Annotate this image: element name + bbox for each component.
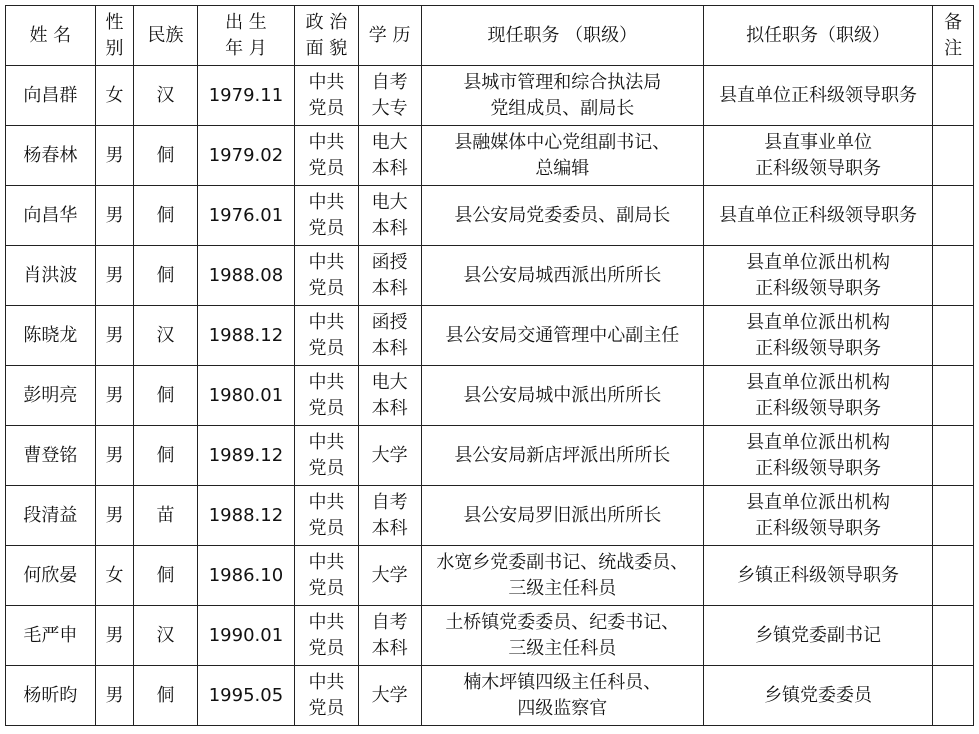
cell-current-position: 县公安局交通管理中心副主任 (421, 306, 703, 366)
cell-birth: 1988.12 (197, 486, 295, 546)
cell-remarks (933, 426, 974, 486)
cell-birth: 1989.12 (197, 426, 295, 486)
cell-education: 自考 本科 (358, 486, 421, 546)
cell-ethnicity: 侗 (134, 666, 197, 726)
cell-ethnicity: 侗 (134, 426, 197, 486)
table-row (6, 666, 974, 726)
cell-current-position: 楠木坪镇四级主任科员、 四级监察官 (421, 666, 703, 726)
table-row (6, 546, 974, 606)
table-row (6, 606, 974, 666)
cell-name: 杨春林 (6, 126, 96, 186)
cell-ethnicity: 苗 (134, 486, 197, 546)
cell-name: 向昌群 (6, 66, 96, 126)
cell-gender: 女 (95, 546, 134, 606)
cell-name: 杨昕昀 (6, 666, 96, 726)
cell-political: 中共 党员 (295, 486, 358, 546)
cell-name: 段清益 (6, 486, 96, 546)
cell-current-position: 县公安局城西派出所所长 (421, 246, 703, 306)
cell-gender: 女 (95, 66, 134, 126)
cell-political: 中共 党员 (295, 66, 358, 126)
cell-birth: 1988.08 (197, 246, 295, 306)
cell-current-position: 县公安局罗旧派出所所长 (421, 486, 703, 546)
cell-education: 电大 本科 (358, 366, 421, 426)
cell-name: 肖洪波 (6, 246, 96, 306)
cell-education: 大学 (358, 426, 421, 486)
cell-remarks (933, 366, 974, 426)
cell-remarks (933, 486, 974, 546)
table-row (6, 366, 974, 426)
header-current-position: 现任职务 （职级） (421, 6, 703, 66)
cell-birth: 1979.11 (197, 66, 295, 126)
cell-education: 电大 本科 (358, 126, 421, 186)
cell-current-position: 水宽乡党委副书记、统战委员、 三级主任科员 (421, 546, 703, 606)
cell-education: 大学 (358, 546, 421, 606)
cell-gender: 男 (95, 186, 134, 246)
cell-ethnicity: 侗 (134, 546, 197, 606)
cell-birth: 1988.12 (197, 306, 295, 366)
cell-proposed-position: 县直单位派出机构 正科级领导职务 (703, 486, 932, 546)
cell-name: 何欣晏 (6, 546, 96, 606)
header-name: 姓 名 (6, 6, 96, 66)
cell-current-position: 土桥镇党委委员、纪委书记、 三级主任科员 (421, 606, 703, 666)
cell-ethnicity: 汉 (134, 306, 197, 366)
cell-political: 中共 党员 (295, 306, 358, 366)
header-gender: 性 别 (95, 6, 134, 66)
cell-birth: 1990.01 (197, 606, 295, 666)
table-row (6, 66, 974, 126)
cell-birth: 1995.05 (197, 666, 295, 726)
header-remarks: 备 注 (933, 6, 974, 66)
cell-education: 自考 本科 (358, 606, 421, 666)
table-row (6, 246, 974, 306)
cell-ethnicity: 侗 (134, 186, 197, 246)
cell-political: 中共 党员 (295, 606, 358, 666)
cell-proposed-position: 乡镇党委副书记 (703, 606, 932, 666)
cell-remarks (933, 186, 974, 246)
cell-remarks (933, 546, 974, 606)
cell-remarks (933, 666, 974, 726)
cell-name: 毛严申 (6, 606, 96, 666)
cell-gender: 男 (95, 306, 134, 366)
cadre-roster-table (5, 5, 974, 726)
cell-proposed-position: 县直单位派出机构 正科级领导职务 (703, 306, 932, 366)
table-row (6, 486, 974, 546)
header-row (6, 6, 974, 66)
cell-gender: 男 (95, 366, 134, 426)
cell-current-position: 县城市管理和综合执法局 党组成员、副局长 (421, 66, 703, 126)
cell-birth: 1979.02 (197, 126, 295, 186)
table-row (6, 186, 974, 246)
header-proposed-position: 拟任职务（职级） (703, 6, 932, 66)
cell-current-position: 县公安局党委委员、副局长 (421, 186, 703, 246)
cell-remarks (933, 306, 974, 366)
cell-gender: 男 (95, 246, 134, 306)
cell-name: 曹登铭 (6, 426, 96, 486)
cell-name: 陈晓龙 (6, 306, 96, 366)
cell-remarks (933, 126, 974, 186)
table-row (6, 426, 974, 486)
cell-remarks (933, 246, 974, 306)
cell-ethnicity: 侗 (134, 366, 197, 426)
cell-current-position: 县公安局城中派出所所长 (421, 366, 703, 426)
cell-ethnicity: 汉 (134, 66, 197, 126)
table-row (6, 126, 974, 186)
cell-birth: 1986.10 (197, 546, 295, 606)
cell-gender: 男 (95, 426, 134, 486)
cell-ethnicity: 侗 (134, 126, 197, 186)
table-row (6, 306, 974, 366)
cell-education: 函授 本科 (358, 306, 421, 366)
cell-proposed-position: 县直事业单位 正科级领导职务 (703, 126, 932, 186)
cell-education: 自考 大专 (358, 66, 421, 126)
cell-birth: 1980.01 (197, 366, 295, 426)
cell-birth: 1976.01 (197, 186, 295, 246)
cell-political: 中共 党员 (295, 186, 358, 246)
header-political: 政 治 面 貌 (295, 6, 358, 66)
cell-gender: 男 (95, 606, 134, 666)
cell-proposed-position: 县直单位派出机构 正科级领导职务 (703, 366, 932, 426)
cell-name: 向昌华 (6, 186, 96, 246)
cell-proposed-position: 乡镇正科级领导职务 (703, 546, 932, 606)
cell-proposed-position: 县直单位正科级领导职务 (703, 186, 932, 246)
cell-political: 中共 党员 (295, 246, 358, 306)
cell-gender: 男 (95, 666, 134, 726)
cell-political: 中共 党员 (295, 666, 358, 726)
cell-name: 彭明亮 (6, 366, 96, 426)
cell-proposed-position: 县直单位正科级领导职务 (703, 66, 932, 126)
cell-proposed-position: 乡镇党委委员 (703, 666, 932, 726)
cell-political: 中共 党员 (295, 426, 358, 486)
cell-political: 中共 党员 (295, 546, 358, 606)
cell-gender: 男 (95, 126, 134, 186)
header-education: 学 历 (358, 6, 421, 66)
header-ethnicity: 民族 (134, 6, 197, 66)
cell-ethnicity: 汉 (134, 606, 197, 666)
cell-gender: 男 (95, 486, 134, 546)
cell-proposed-position: 县直单位派出机构 正科级领导职务 (703, 246, 932, 306)
cell-education: 大学 (358, 666, 421, 726)
cell-remarks (933, 66, 974, 126)
roster-body (6, 66, 974, 726)
cell-current-position: 县融媒体中心党组副书记、 总编辑 (421, 126, 703, 186)
cell-proposed-position: 县直单位派出机构 正科级领导职务 (703, 426, 932, 486)
cell-current-position: 县公安局新店坪派出所所长 (421, 426, 703, 486)
cell-remarks (933, 606, 974, 666)
cell-education: 函授 本科 (358, 246, 421, 306)
cell-education: 电大 本科 (358, 186, 421, 246)
cell-political: 中共 党员 (295, 366, 358, 426)
cell-political: 中共 党员 (295, 126, 358, 186)
header-birth: 出 生 年 月 (197, 6, 295, 66)
cell-ethnicity: 侗 (134, 246, 197, 306)
